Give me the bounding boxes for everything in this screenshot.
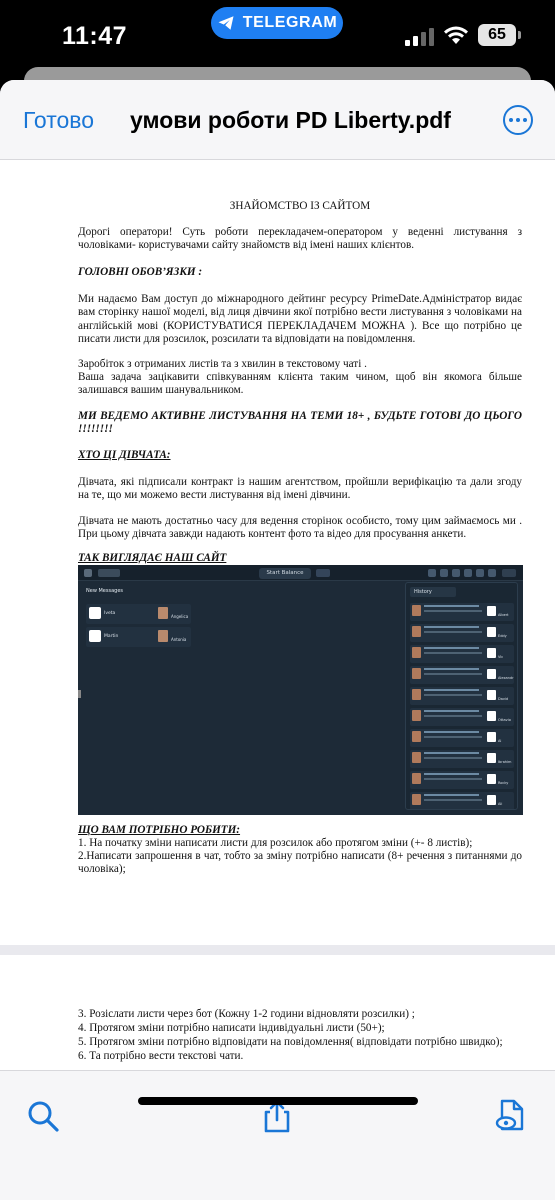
wifi-icon	[443, 25, 469, 45]
telegram-icon	[217, 14, 235, 32]
search-icon[interactable]	[26, 1099, 60, 1133]
site-message-line	[424, 605, 479, 607]
site-chat-item	[86, 604, 191, 624]
site-avatar	[487, 606, 496, 616]
more-dot-icon	[509, 118, 513, 122]
site-message-line	[424, 794, 479, 796]
site-history-name: Ibrahim	[498, 760, 512, 764]
site-message-line	[424, 715, 482, 717]
site-history-row	[410, 729, 514, 747]
pdf-page-1	[0, 160, 555, 945]
site-message-line	[424, 689, 479, 691]
site-start-button: Start Balance	[259, 568, 311, 579]
document-preview-icon[interactable]	[494, 1099, 528, 1133]
site-message-line	[424, 752, 479, 754]
site-photo-thumb	[412, 731, 421, 742]
duties-paragraph: Ми надаємо Вам доступ до міжнародного дейтинг ресурсу PrimeDate.Адміністратор видає вам сторінку нашої моделі, від лиця дівчини якої потрібно вести листування з чоловіками на англійській мові (КОРИСТУВАТИСЯ ПЕРЕКЛАДАЧЕМ МОЖНА ). Все що потрібно це писати листи для розсилок, розсилати та відповідати на повідомлення.	[78, 293, 522, 346]
site-message-line	[424, 710, 479, 712]
site-avatar	[89, 607, 101, 619]
site-grid-icon	[452, 569, 460, 577]
site-message-line	[424, 647, 479, 649]
site-history-row	[410, 666, 514, 684]
site-history-row	[410, 708, 514, 726]
site-history-panel	[405, 582, 518, 810]
site-photo-thumb	[412, 626, 421, 637]
site-message-line	[424, 799, 482, 801]
site-avatar	[487, 648, 496, 658]
todo-heading: ЩО ВАМ ПОТРІБНО РОБИТИ:	[78, 824, 241, 836]
site-message-line	[424, 778, 482, 780]
site-grid-icon	[428, 569, 436, 577]
site-grid-icon	[476, 569, 484, 577]
site-photo-thumb	[412, 752, 421, 763]
site-grid-icon	[440, 569, 448, 577]
site-avatar	[487, 795, 496, 805]
site-history-row	[410, 624, 514, 642]
todo-item-5: 5. Протягом зміни потрібно відповідати на повідомлення( відповідати потрібно швидко);	[78, 1036, 503, 1048]
site-avatar	[487, 711, 496, 721]
site-history-row	[410, 687, 514, 705]
site-new-messages-panel	[86, 585, 191, 645]
site-message-line	[424, 652, 482, 654]
site-photo-thumb	[412, 605, 421, 616]
site-grid-icon	[464, 569, 472, 577]
more-dot-icon	[516, 118, 520, 122]
site-toggle-icon	[98, 569, 120, 577]
task-paragraph: Ваша задача зацікавити співкуванням клієнта таким чином, щоб він якомога більше залишався вашим шанувальником.	[78, 371, 522, 397]
more-dot-icon	[523, 118, 527, 122]
home-indicator	[138, 1097, 418, 1105]
site-photo-thumb	[412, 710, 421, 721]
battery-tip	[518, 31, 521, 39]
site-avatar	[89, 630, 101, 642]
telegram-return-pill[interactable]	[211, 7, 343, 39]
intro-paragraph: Дорогі оператори! Суть роботи перекладачем-оператором у веденні листування з чоловіками- користувачами сайту знайомств від імені наших клієнтов.	[78, 226, 522, 252]
site-history-name: Alexandr	[498, 676, 514, 680]
site-chat-name: Martin	[104, 634, 119, 640]
site-photo-thumb	[412, 794, 421, 805]
todo-item-3: 3. Розіслати листи через бот (Кожну 1-2 години відновляти розсилки) ;	[78, 1008, 415, 1020]
site-history-name: Al	[498, 739, 502, 743]
site-message-line	[424, 668, 479, 670]
pdf-viewer-sheet	[0, 80, 555, 1200]
more-options-button[interactable]	[503, 105, 533, 135]
site-partner-name: Angelica	[171, 614, 189, 620]
done-button[interactable]: Готово	[23, 107, 95, 133]
site-logo-icon	[84, 569, 92, 577]
site-chat-item	[86, 627, 191, 647]
telegram-label: TELEGRAM	[242, 14, 338, 31]
site-history-name: Albert	[498, 613, 509, 617]
site-photo-thumb	[158, 607, 168, 619]
todo-item-1: 1. На початку зміни написати листи для розсилок або протягом зміни (+- 8 листів);	[78, 837, 473, 849]
site-history-name: David	[498, 697, 509, 701]
status-time: 11:47	[62, 22, 128, 50]
girls-heading: ХТО ЦІ ДІВЧАТА:	[78, 449, 171, 461]
site-message-line	[424, 731, 479, 733]
site-message-line	[424, 631, 482, 633]
site-history-name: Ali	[498, 802, 503, 806]
site-message-line	[424, 610, 482, 612]
site-partner-name: Antonia	[171, 637, 187, 643]
site-screenshot-image	[78, 565, 523, 815]
site-topbar	[78, 565, 523, 581]
girls-paragraph-2: Дівчата не мають достатньо часу для ведення сторінок особисто, тому цим займаємось ми . При цьому дівчата завжди надають контент фото та відео для просування анкети.	[78, 515, 522, 541]
site-avatar	[487, 627, 496, 637]
site-photo-thumb	[412, 647, 421, 658]
site-panel-handle	[78, 690, 81, 698]
site-history-name: Vic	[498, 655, 504, 659]
site-flag-icon	[316, 569, 330, 577]
site-history-row	[410, 750, 514, 768]
page-heading: ЗНАЙОМСТВО ІЗ САЙТОМ	[229, 200, 371, 212]
site-avatar	[487, 690, 496, 700]
site-menu-icon	[502, 569, 516, 577]
status-bar	[0, 0, 555, 70]
site-history-row	[410, 771, 514, 789]
bottom-toolbar	[0, 1070, 555, 1200]
site-photo-thumb	[412, 668, 421, 679]
site-avatar	[487, 669, 496, 679]
site-history-row	[410, 645, 514, 663]
site-history-row	[410, 792, 514, 810]
warning-paragraph: МИ ВЕДЕМО АКТИВНЕ ЛИСТУВАННЯ НА ТЕМИ 18+ , БУДЬТЕ ГОТОВІ ДО ЦЬОГО !!!!!!!!	[78, 410, 522, 436]
site-heading: ТАК ВИГЛЯДАЄ НАШ САЙТ	[78, 552, 227, 564]
site-history-name: Ottavio	[498, 718, 511, 722]
site-history-row	[410, 603, 514, 621]
site-message-line	[424, 773, 479, 775]
site-message-line	[424, 757, 482, 759]
document-title: умови роботи PD Liberty.pdf	[130, 107, 451, 133]
site-avatar	[487, 732, 496, 742]
girls-paragraph: Дівчата, які підписали контракт із нашим агентством, пройшли верифікацію та дали згоду на те, що ми можемо вести листування від імені дівчини.	[78, 476, 522, 502]
todo-item-6: 6. Та потрібно вести текстові чати.	[78, 1050, 244, 1062]
todo-item-4: 4. Протягом зміни потрібно написати індивідуальні листи (50+);	[78, 1022, 385, 1034]
site-history-name: Eddy	[498, 634, 507, 638]
battery-indicator: 65	[478, 24, 516, 46]
site-history-name: Rocky	[498, 781, 509, 785]
cellular-signal-icon	[405, 28, 435, 46]
site-avatar	[487, 753, 496, 763]
earnings-line: Заробіток з отриманих листів та з хвилин в текстовому чаті .	[78, 358, 367, 370]
site-message-line	[424, 626, 479, 628]
site-photo-thumb	[412, 689, 421, 700]
site-message-line	[424, 673, 482, 675]
site-message-line	[424, 736, 482, 738]
site-chat-name: Iveta	[104, 611, 116, 617]
todo-item-2: 2.Написати запрошення в чат, тобто за зміну потрібно написати (8+ речення з питаннями до чоловіка);	[78, 850, 522, 876]
site-history-label: History	[410, 587, 456, 597]
site-message-line	[424, 694, 482, 696]
site-photo-thumb	[158, 630, 168, 642]
site-avatar	[487, 774, 496, 784]
viewer-navbar	[0, 80, 555, 160]
pdf-scroll-area[interactable]	[0, 160, 555, 1150]
site-photo-thumb	[412, 773, 421, 784]
site-new-messages-label: New Messages	[86, 588, 124, 594]
site-grid-icon	[488, 569, 496, 577]
duties-heading: ГОЛОВНІ ОБОВ’ЯЗКИ :	[78, 266, 203, 278]
